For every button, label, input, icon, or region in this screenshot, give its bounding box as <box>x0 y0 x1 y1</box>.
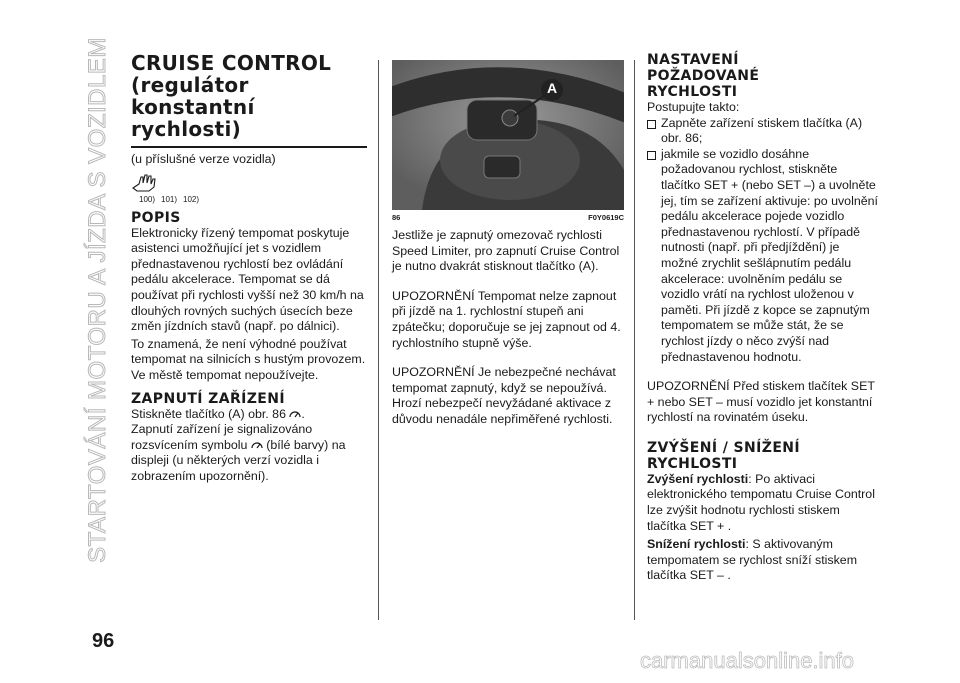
spacer <box>647 365 879 379</box>
column-3 <box>647 52 879 584</box>
list-item-text: Zapněte zařízení stiskem tlačítka (A) obr. 86; <box>661 115 863 146</box>
column-divider-2 <box>634 60 635 620</box>
text: Zapnutí zařízení je signalizováno rozsvícením symbolu <box>131 422 313 452</box>
heading-zapnuti: ZAPNUTÍ ZAŘÍZENÍ <box>131 390 285 407</box>
paragraph: Jestliže je zapnutý omezovač rychlosti Speed Limiter, pro zapnutí Cruise Control je nutno dvakrát stisknout tlačítko (A). <box>392 228 620 274</box>
reference-number: 102) <box>183 194 200 204</box>
list-item <box>647 147 879 365</box>
title-line: RYCHLOSTI <box>647 455 738 472</box>
column-divider-1 <box>378 60 379 620</box>
steering-wheel-illustration <box>392 60 624 210</box>
title-line: konstantní <box>131 95 255 119</box>
text: Stiskněte tlačítko (A) obr. 86 <box>131 406 286 421</box>
hand-warning-icon <box>131 173 161 193</box>
steering-wheel-photo <box>392 60 624 210</box>
column-2 <box>392 60 624 428</box>
section-title <box>131 52 367 140</box>
title-line: rychlosti) <box>131 117 242 141</box>
figure-caption <box>392 213 624 222</box>
watermark: carmanualsonline.info <box>640 648 855 673</box>
title-line: RYCHLOSTI <box>647 84 738 100</box>
chapter-title: STARTOVÁNÍ MOTORU A JÍZDA S VOZIDLEM <box>84 37 111 563</box>
heading-zvyseni-snizeni <box>647 440 879 472</box>
page-number: 96 <box>92 630 115 652</box>
reference-numbers <box>139 195 367 204</box>
version-note: (u příslušné verze vozidla) <box>131 152 276 166</box>
paragraph <box>131 407 367 485</box>
warning-paragraph: UPOZORNĚNÍ Před stiskem tlačítek SET + nebo SET – musí vozidlo jet konstantní rychlostí na rovinatém úseku. <box>647 379 875 425</box>
title-line: POŽADOVANÉ <box>647 68 760 84</box>
reference-number: 101) <box>161 194 178 204</box>
cruise-control-icon <box>251 440 263 450</box>
heading-nastaveni <box>647 52 879 100</box>
warning-paragraph: UPOZORNĚNÍ Tempomat nelze zapnout při jízdě na 1. rychlostní stupeň ani zpátečku; doporučuje se jej zapnout od 4. rychlostního stupně výše. <box>392 288 621 350</box>
heading-popis: POPIS <box>131 209 181 226</box>
title-line: ZVÝŠENÍ / SNÍŽENÍ <box>647 439 801 456</box>
term-label: Zvýšení rychlosti <box>647 471 749 486</box>
column-1 <box>131 52 367 485</box>
text: : Po aktivaci elektronického tempomatu Cruise Control lze zvýšit hodnotu rychlosti stiskem tlačítka SET + . <box>647 471 875 533</box>
figure-code: F0Y0619C <box>588 213 624 222</box>
warning-icons <box>131 171 367 193</box>
title-line: (regulátor <box>131 73 249 97</box>
spacer <box>392 275 624 289</box>
title-line: CRUISE CONTROL <box>131 51 332 75</box>
paragraph: Elektronicky řízený tempomat poskytuje asistenci umožňující jet s vozidlem přednastavenou rychlostí bez ovládání pedálu akcelerace. Tempomat se dá používat při rychlosti vyšší než 30 km/h na dlouhých rovných suchých úsecích beze změn jízdních stavů (např. po dálnici). <box>131 225 364 334</box>
text: . <box>301 406 305 421</box>
chapter-sidebar <box>78 37 118 563</box>
text: (bílé barvy) na displeji (u některých verzí vozidla i zobrazením upozornění). <box>131 437 346 483</box>
intro: Postupujte takto: <box>647 100 740 114</box>
paragraph <box>647 472 879 534</box>
bullet-square-icon <box>647 120 656 129</box>
term-label: Snížení rychlosti <box>647 537 746 552</box>
list-item <box>647 116 879 147</box>
text: : S aktivovaným tempomatem se rychlost sníží stiskem tlačítka SET – . <box>647 537 858 583</box>
spacer <box>392 351 624 365</box>
title-line: NASTAVENÍ <box>647 52 739 68</box>
paragraph: To znamená, že není výhodné používat tempomat na silnicích s hustým provozem. Ve městě tempomat nepoužívejte. <box>131 336 366 382</box>
list-item-text: jakmile se vozidlo dosáhne požadovanou rychlost, stiskněte tlačítko SET + (nebo SET –) a uvolněte jej, tím se zařízení aktivuje: po uvolnění pedálu akcelerace pojede vozidlo přednastavenou rychlostí. V případě nutnosti (např. při předjíždění) je možné zrychlit sešlápnutím pedálu akcelerace: uvolněním pedálu se vozidlo vrátí na rychlost uloženou v paměti. Při jízdě z kopce se zapnutým tempomatem se může stát, že se rychlost jízdy o něco zvýší nad přednastavenou hodnotu. <box>661 146 878 364</box>
title-rule <box>131 146 367 148</box>
callout-label-a: A <box>546 80 558 96</box>
paragraph <box>647 537 879 584</box>
cruise-control-icon <box>289 409 301 419</box>
bullet-square-icon <box>647 151 656 160</box>
reference-number: 100) <box>139 194 156 204</box>
figure-number: 86 <box>392 213 401 222</box>
warning-paragraph: UPOZORNĚNÍ Je nebezpečné nechávat tempomat zapnutý, když se nepoužívá. Hrozí nebezpečí nevyžádané aktivace z důvodu nenadále nepřiměřené rychlosti. <box>392 365 616 426</box>
